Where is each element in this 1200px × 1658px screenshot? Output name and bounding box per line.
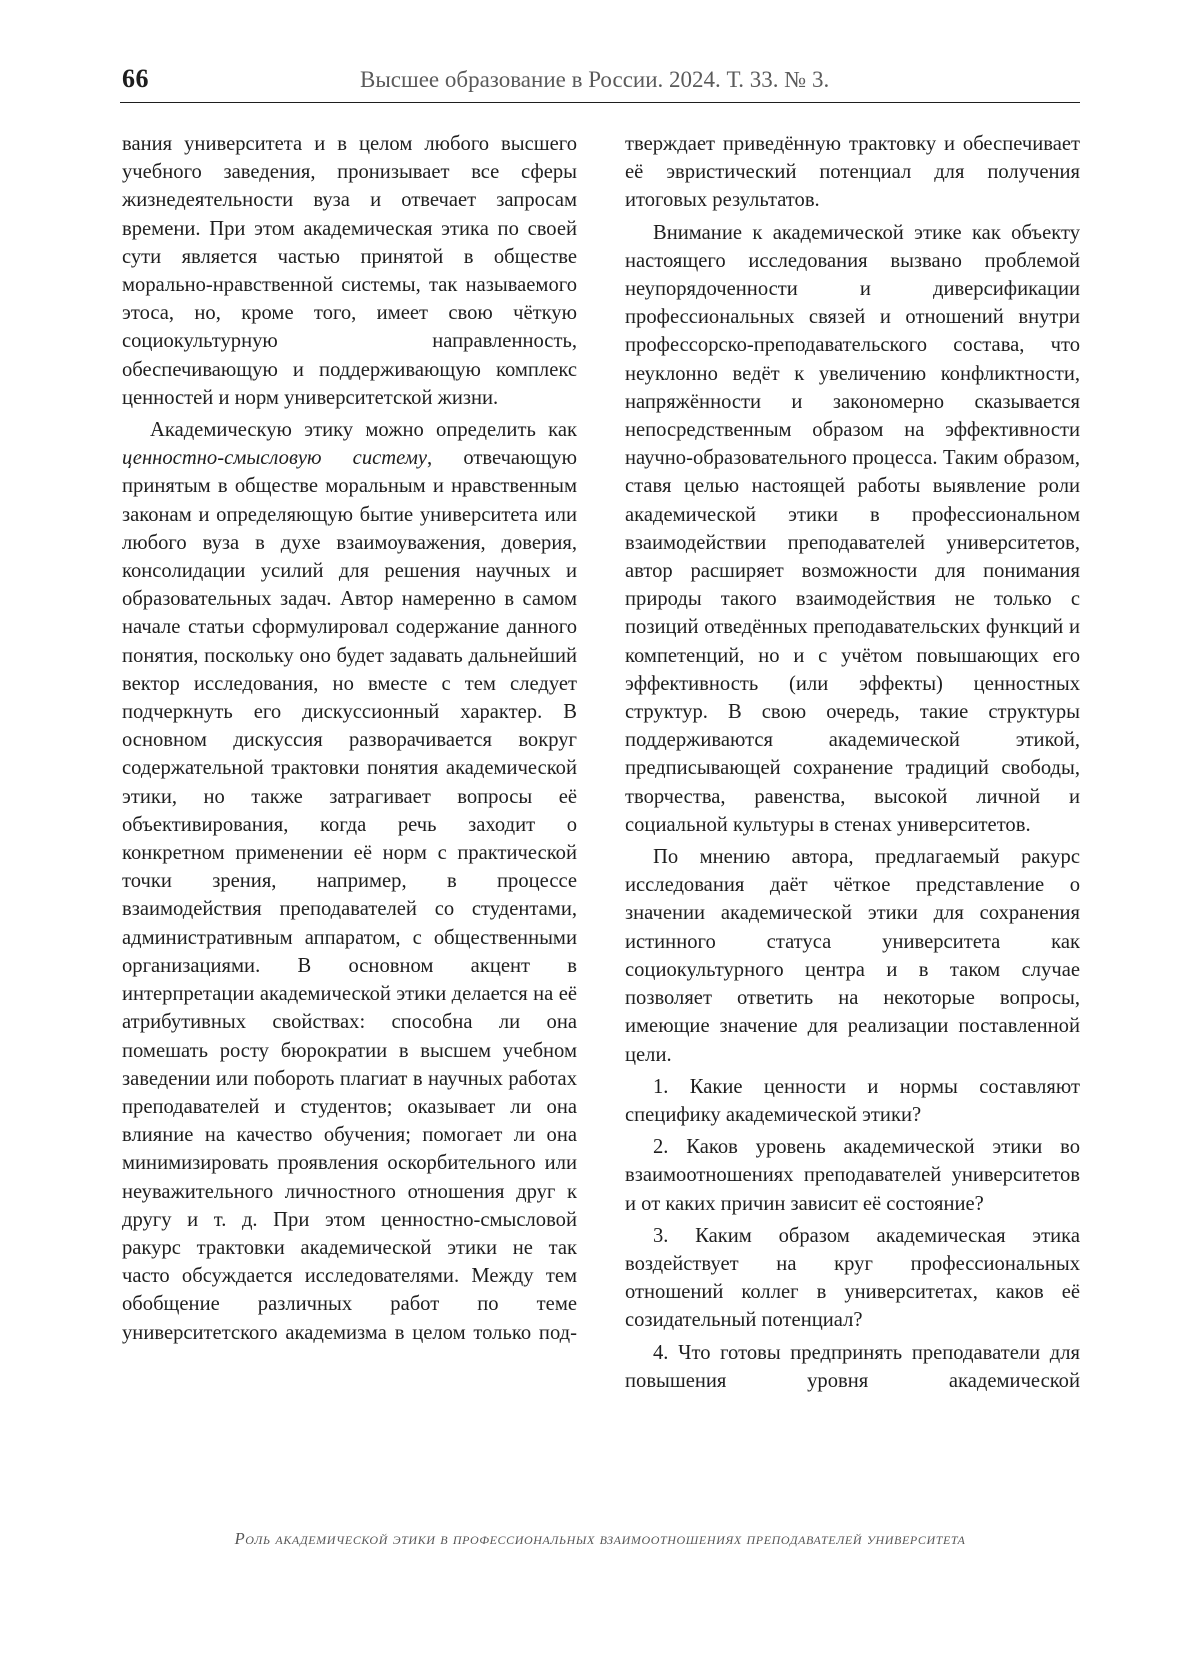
question-item: 1. Какие ценности и нормы составляют специфику академической этики? [625,1075,1080,1126]
italic-term: ценностно-смысловую систему [122,447,428,470]
paragraph-definition [122,416,577,1347]
page-number: 66 [122,64,149,93]
paragraph-text: Академическую этику можно определить как [150,419,577,442]
page-header [120,62,1080,103]
right-column [625,130,1080,1530]
paragraph-text: , отвечающую принятым в обществе моральным и нравственным законам и определяющую бытие университета или любого вуза в духе взаимоуважения, доверия, консолидации усилий для решения научных и образовательных задач. Автор намеренно в самом начале статьи сформулировал содержание данного понятия, поскольку оно будет задавать дальнейший вектор исследования, но вместе с тем следует подчеркнуть его дискуссионный характер. В основном дискуссия разворачивается вокруг содержательной трактовки понятия академической этики, но также затрагивает вопросы её объективирования, когда речь заходит о конкретном применении её норм с практической точки зрения, например, в процессе взаимодействия преподавателей со студентами, административным аппаратом, с общественными организациями. В основном акцент в интерпретации академической этики делается на её атрибутивных свойствах: способна ли она помешать росту бюрократии в высшем учебном заведении или побороть плагиат в научных работах преподавателей и студентов; оказывает ли она влияние на качество обучения; помогает ли она минимизировать проявления оскорбительного или неуважительного личностного отношения друг к другу и т. д. При этом ценностно-смысловой ракурс трактовки академической этики не так часто обсуждается исследователями. Между тем обобщение различных работ по теме университетского академизма в целом только под- [122,447,577,1344]
paragraph: вания университета и в целом любого высшего учебного заведения, пронизывает все сферы жизнедеятельности вуза и отвечает запросам времени. При этом академическая этика по своей сути является частью принятой в обществе морально-нравственной системы, так называемого этоса, но, кроме того, имеет свою чёткую социокультурную направленность, обеспечивающую и поддерживающую комплекс ценностей и норм университетской жизни. [122,133,577,409]
question-item: 4. Что готовы предпринять преподаватели для повышения уровня академической [625,1341,1080,1392]
left-column [122,130,577,1530]
journal-running-head: Высшее образование в России. 2024. Т. 33. № 3. [360,67,830,92]
question-item: 2. Каков уровень академической этики во взаимоотношениях преподавателей университетов и от каких причин зависит её состояние? [625,1136,1080,1215]
paragraph: Внимание к академической этике как объекту настоящего исследования вызвано проблемой неупорядоченности и диверсификации профессиональных связей и отношений внутри профессорско-преподавательского состава, что неуклонно ведёт к увеличению конфликтности, напряжённости и закономерно сказывается непосредственным образом на эффективности научно-образовательного процесса. Таким образом, ставя целью настоящей работы выявление роли академической этики в профессиональном взаимодействии преподавателей университетов, автор расширяет возможности для понимания природы такого взаимодействия не только с позиций отведённых преподавательских функций и компетенций, но и с учётом повышающих его эффективность (или эффекты) ценностных структур. В свою очередь, такие структуры поддерживаются академической этикой, предписывающей сохранение традиций свободы, творчества, равенства, высокой личной и социальной культуры в стенах университетов. [625,221,1080,836]
paragraph: По мнению автора, предлагаемый ракурс исследования даёт чёткое представление о значении академической этики для сохранения истинного статуса университета как социокультурного центра и в таком случае позволяет ответить на некоторые вопросы, имеющие значение для реализации поставленной цели. [625,846,1080,1066]
question-item: 3. Каким образом академическая этика воздействует на круг профессиональных отношений коллег в университетах, каков её созидательный потенциал? [625,1224,1080,1332]
article-running-title: Роль академической этики в профессиональных взаимоотношениях преподавателей университета [234,1529,966,1548]
paragraph: тверждает приведённую трактовку и обеспечивает её эвристический потенциал для получения итоговых результатов. [625,133,1080,212]
